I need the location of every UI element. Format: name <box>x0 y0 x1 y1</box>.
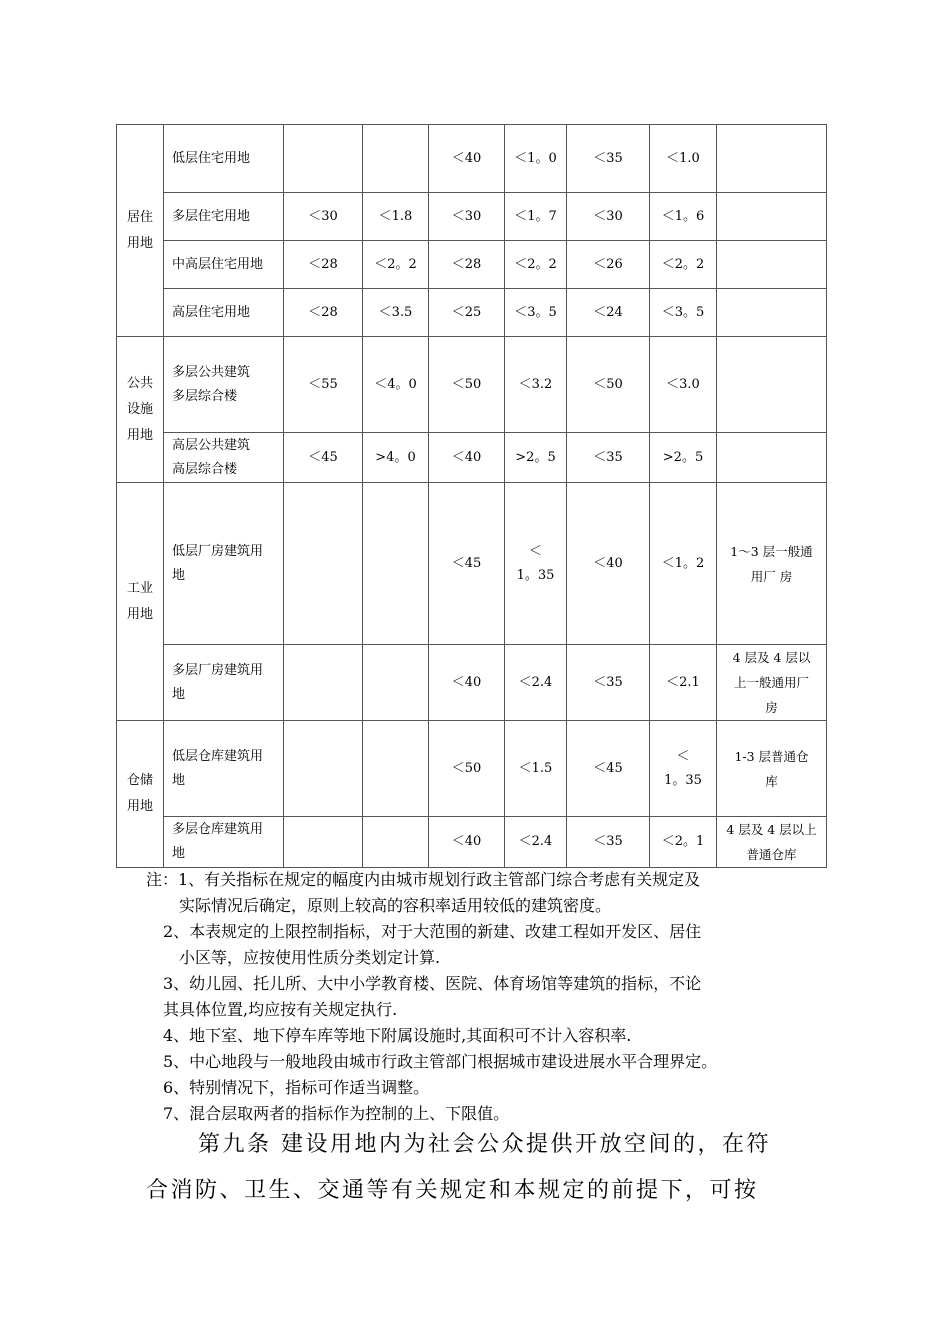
value-cell: ＜2。2 <box>505 241 567 289</box>
value-cell: ＜50 <box>429 721 505 817</box>
value-cell: >2。5 <box>505 433 567 483</box>
note-2-line-2: 小区等，应按使用性质分类划定计算. <box>179 948 441 967</box>
value-cell: ＜3。5 <box>505 289 567 337</box>
land-category-cell: 居住 用地 <box>117 125 164 337</box>
table-row <box>117 337 827 433</box>
value-cell: ＜3。5 <box>650 289 717 337</box>
value-cell: ＜30 <box>567 193 650 241</box>
value-cell: ＜ 1。35 <box>505 483 567 645</box>
table-row <box>117 125 827 193</box>
land-type-cell: 高层住宅用地 <box>164 289 284 337</box>
value-cell: ＜30 <box>284 193 363 241</box>
note-6: 6、特别情况下，指标可作适当调整。 <box>163 1078 430 1097</box>
value-cell: ＜55 <box>284 337 363 433</box>
table-notes <box>146 867 826 1127</box>
value-cell: ＜35 <box>567 125 650 193</box>
land-type-cell: 多层住宅用地 <box>164 193 284 241</box>
value-cell: ＜50 <box>567 337 650 433</box>
value-cell <box>363 817 429 868</box>
value-cell: ＜28 <box>284 241 363 289</box>
value-cell: ＜40 <box>429 817 505 868</box>
table-row <box>117 483 827 645</box>
remark-cell <box>717 337 827 433</box>
value-cell: ＜3.2 <box>505 337 567 433</box>
value-cell: >4。0 <box>363 433 429 483</box>
table-row <box>117 193 827 241</box>
note-5: 5、中心地段与一般地段由城市行政主管部门根据城市建设进展水平合理界定。 <box>163 1052 718 1071</box>
remark-cell <box>717 289 827 337</box>
note-3-line-1: 3、幼儿园、托儿所、大中小学教育楼、医院、体育场馆等建筑的指标，不论 <box>163 974 702 993</box>
note-4: 4、地下室、地下停车库等地下附属设施时,其面积可不计入容积率. <box>163 1026 632 1045</box>
value-cell <box>363 645 429 721</box>
value-cell: ＜45 <box>567 721 650 817</box>
value-cell: ＜45 <box>284 433 363 483</box>
note-7: 7、混合层取两者的指标作为控制的上、下限值。 <box>163 1104 510 1123</box>
value-cell: ＜35 <box>567 817 650 868</box>
value-cell <box>284 125 363 193</box>
land-use-index-table <box>116 124 827 868</box>
value-cell: ＜26 <box>567 241 650 289</box>
note-1-line-2: 实际情况后确定，原则上较高的容积率适用较低的建筑密度。 <box>179 896 612 915</box>
table-row <box>117 721 827 817</box>
note-1-line-1: 注：1、有关指标在规定的幅度内由城市规划行政主管部门综合考虑有关规定及 <box>146 870 701 889</box>
note-3-line-2: 其具体位置,均应按有关规定执行. <box>163 1000 398 1019</box>
land-category-cell: 工业 用地 <box>117 483 164 721</box>
value-cell: ＜3.5 <box>363 289 429 337</box>
land-type-cell: 高层公共建筑 高层综合楼 <box>164 433 284 483</box>
value-cell: ＜1。6 <box>650 193 717 241</box>
table-row <box>117 817 827 868</box>
value-cell: ＜ 1。35 <box>650 721 717 817</box>
value-cell: ＜1。2 <box>650 483 717 645</box>
value-cell: ＜1。0 <box>505 125 567 193</box>
value-cell: ＜40 <box>567 483 650 645</box>
land-category-cell: 仓储 用地 <box>117 721 164 868</box>
article-line-2: 合消防、卫生、交通等有关规定和本规定的前提下，可按 <box>146 1178 759 1203</box>
value-cell: ＜45 <box>429 483 505 645</box>
value-cell: ＜40 <box>429 125 505 193</box>
table-body <box>117 125 827 868</box>
remark-cell: 1-3 层普通仓 库 <box>717 721 827 817</box>
value-cell: ＜28 <box>429 241 505 289</box>
value-cell: >2。5 <box>650 433 717 483</box>
land-type-cell: 低层住宅用地 <box>164 125 284 193</box>
value-cell: ＜1.0 <box>650 125 717 193</box>
land-type-cell: 低层仓库建筑用 地 <box>164 721 284 817</box>
land-type-cell: 中高层住宅用地 <box>164 241 284 289</box>
value-cell <box>363 483 429 645</box>
value-cell: ＜2。2 <box>363 241 429 289</box>
table-row <box>117 289 827 337</box>
remark-cell <box>717 433 827 483</box>
remark-cell: 4 层及 4 层以 上一般通用厂 房 <box>717 645 827 721</box>
land-type-cell: 多层仓库建筑用 地 <box>164 817 284 868</box>
value-cell: ＜35 <box>567 433 650 483</box>
remark-cell: 1～3 层一般通 用厂 房 <box>717 483 827 645</box>
note-2-line-1: 2、本表规定的上限控制指标，对于大范围的新建、改建工程如开发区、居住 <box>163 922 702 941</box>
value-cell <box>363 721 429 817</box>
value-cell <box>284 817 363 868</box>
value-cell: ＜24 <box>567 289 650 337</box>
value-cell: ＜25 <box>429 289 505 337</box>
remark-cell <box>717 193 827 241</box>
value-cell <box>284 483 363 645</box>
value-cell: ＜2。2 <box>650 241 717 289</box>
table-row <box>117 433 827 483</box>
value-cell: ＜2.1 <box>650 645 717 721</box>
table-row <box>117 241 827 289</box>
value-cell: ＜50 <box>429 337 505 433</box>
land-category-cell: 公共 设施 用地 <box>117 337 164 483</box>
value-cell: ＜3.0 <box>650 337 717 433</box>
value-cell: ＜1.8 <box>363 193 429 241</box>
land-type-cell: 低层厂房建筑用 地 <box>164 483 284 645</box>
value-cell: ＜1.5 <box>505 721 567 817</box>
value-cell: ＜4。0 <box>363 337 429 433</box>
remark-cell <box>717 241 827 289</box>
land-type-cell: 多层厂房建筑用 地 <box>164 645 284 721</box>
value-cell <box>363 125 429 193</box>
value-cell: ＜40 <box>429 433 505 483</box>
value-cell: ＜2。1 <box>650 817 717 868</box>
article-nine <box>146 1122 810 1214</box>
value-cell <box>284 721 363 817</box>
value-cell: ＜30 <box>429 193 505 241</box>
table-row <box>117 645 827 721</box>
value-cell: ＜35 <box>567 645 650 721</box>
value-cell: ＜40 <box>429 645 505 721</box>
land-type-cell: 多层公共建筑 多层综合楼 <box>164 337 284 433</box>
value-cell: ＜1。7 <box>505 193 567 241</box>
value-cell: ＜2.4 <box>505 817 567 868</box>
remark-cell <box>717 125 827 193</box>
article-line-1: 第九条 建设用地内为社会公众提供开放空间的，在符 <box>198 1132 771 1157</box>
value-cell: ＜2.4 <box>505 645 567 721</box>
value-cell <box>284 645 363 721</box>
remark-cell: 4 层及 4 层以上 普通仓库 <box>717 817 827 868</box>
value-cell: ＜28 <box>284 289 363 337</box>
